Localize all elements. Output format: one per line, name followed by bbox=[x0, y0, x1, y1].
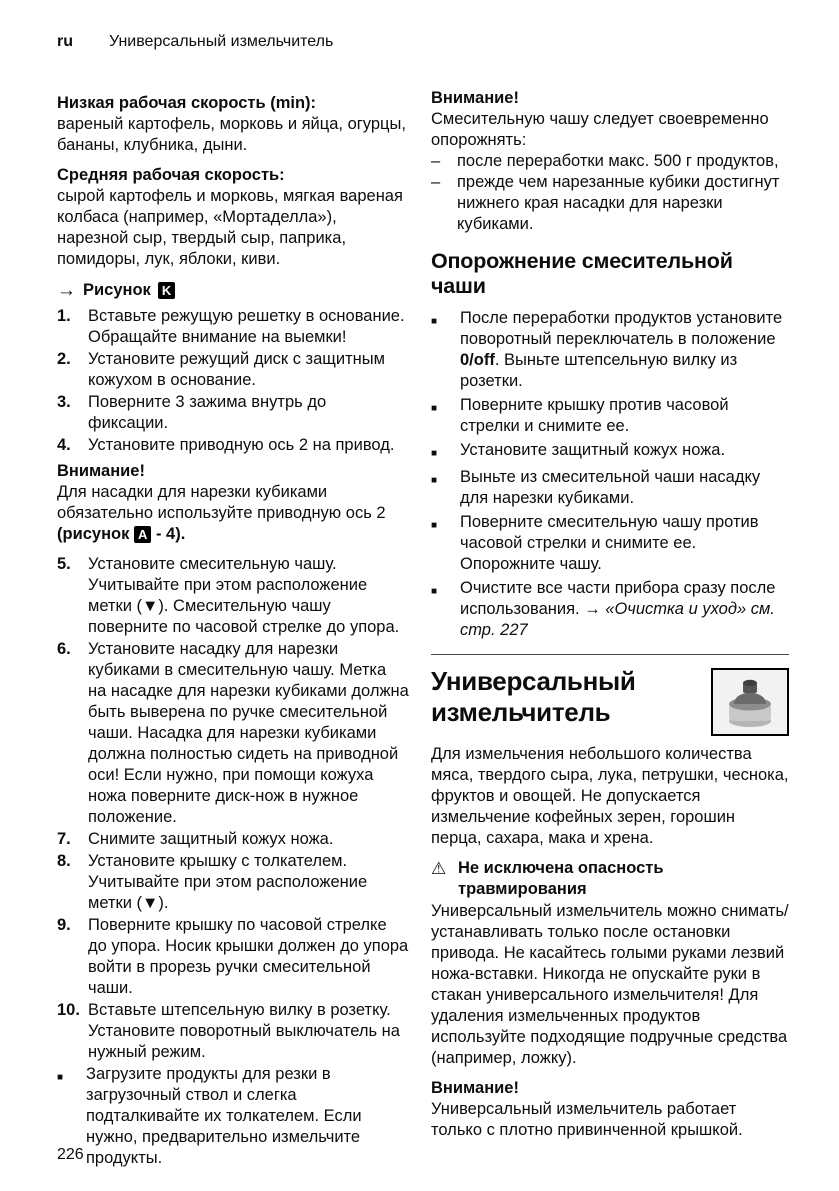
instruction-step-5 bbox=[57, 554, 409, 638]
step-number: 8. bbox=[57, 852, 71, 870]
attention-heading: Внимание! bbox=[431, 1079, 519, 1097]
chapter-title-line: измельчитель bbox=[431, 697, 611, 727]
instruction-step-4 bbox=[57, 435, 409, 456]
square-bullet-icon: ■ bbox=[431, 403, 438, 414]
bullet-text: Выньте из смесительной чаши насадку для нарезки кубиками. bbox=[460, 468, 761, 507]
attention-text: Смесительную чашу следует своевременно опорожнять: bbox=[431, 110, 769, 149]
switch-position-label: 0/off bbox=[460, 351, 495, 369]
right-column bbox=[431, 88, 789, 1150]
square-bullet-icon: ■ bbox=[431, 586, 438, 597]
chapter-head bbox=[431, 666, 789, 736]
bullet-text-plain: После переработки продуктов установите поворотный переключатель в положение bbox=[460, 309, 783, 348]
chopper-intro-text: Для измельчения небольшого количества мяса, твердого сыра, лука, петрушки, чеснока, фруктов и овощей. Не допускается измельчение кофейных зерен, горошин перца, сахара, мака и хрена. bbox=[431, 745, 789, 847]
square-bullet-icon: ■ bbox=[431, 520, 438, 531]
instruction-step-3 bbox=[57, 392, 409, 434]
emptying-bullet-4 bbox=[431, 467, 789, 509]
bullet-text-plain: Очистите все части прибора сразу после использования. bbox=[460, 579, 776, 618]
attention-text-bold: - 4). bbox=[151, 525, 186, 543]
square-bullet-icon: ■ bbox=[57, 1072, 64, 1083]
attention-text: Универсальный измельчитель работает только с плотно привинченной крышкой. bbox=[431, 1100, 743, 1139]
cross-reference: «Очистка и уход» см. стр. 227 bbox=[460, 600, 775, 639]
chapter-title-line: Универсальный bbox=[431, 666, 636, 696]
attention-heading: Внимание! bbox=[57, 462, 145, 480]
bullet-text-plain: . Выньте штепсельную вилку из розетки. bbox=[460, 351, 738, 390]
left-column bbox=[57, 88, 409, 1172]
page-number: 226 bbox=[57, 1146, 84, 1163]
attention-text bbox=[57, 482, 409, 545]
step-number: 10. bbox=[57, 1001, 80, 1019]
step-text: Поверните 3 зажима внутрь до фиксации. bbox=[88, 393, 327, 432]
dash-text: прежде чем нарезанные кубики достигнут нижнего края насадки для нарезки кубиками. bbox=[457, 173, 780, 233]
step-text: Снимите защитный кожух ножа. bbox=[88, 830, 334, 848]
instruction-step-8 bbox=[57, 851, 409, 914]
chapter-running-title: Универсальный измельчитель bbox=[109, 33, 334, 50]
page-header bbox=[57, 32, 333, 52]
chopper-section bbox=[431, 654, 789, 1141]
mid-speed-text: сырой картофель и морковь, мягкая вареная колбаса (например, «Мортаделла»), нарезной сыр, твердый сыр, паприка, помидоры, лук, яблоки, киви. bbox=[57, 187, 403, 268]
emptying-bullet-5 bbox=[431, 512, 789, 575]
figure-letter-badge: K bbox=[158, 282, 175, 299]
dash-icon: – bbox=[431, 173, 441, 191]
emptying-bullet-2 bbox=[431, 395, 789, 437]
bullet-text bbox=[460, 308, 789, 392]
bullet-text: Поверните смесительную чашу против часовой стрелки и снимите ее. Опорожните чашу. bbox=[460, 513, 759, 573]
dash-item bbox=[431, 151, 789, 172]
square-bullet-icon: ■ bbox=[431, 475, 438, 486]
step-number: 6. bbox=[57, 640, 71, 658]
step-text: Вставьте режущую решетку в основание. Обращайте внимание на выемки! bbox=[88, 307, 405, 346]
square-bullet-icon: ■ bbox=[431, 448, 438, 459]
step-number: 4. bbox=[57, 436, 71, 454]
emptying-bullet-1 bbox=[431, 308, 789, 392]
arrow-icon: → bbox=[584, 600, 601, 618]
step-text: Поверните крышку по часовой стрелке до упора. Носик крышки должен до упора войти в прорезь ручки смесительной чаши. bbox=[88, 916, 409, 997]
step-number: 1. bbox=[57, 307, 71, 325]
attention-heading: Внимание! bbox=[431, 89, 519, 107]
step-number: 5. bbox=[57, 555, 71, 573]
figure-letter-badge: A bbox=[134, 526, 151, 543]
dash-text: после переработки макс. 500 г продуктов, bbox=[457, 152, 779, 170]
emptying-bullet-3 bbox=[431, 440, 789, 464]
warning-title: Не исключена опасность травмирования bbox=[458, 859, 664, 898]
dash-icon: – bbox=[431, 152, 441, 170]
instruction-step-1 bbox=[57, 306, 409, 348]
chopper-photo bbox=[711, 668, 789, 736]
arrow-icon: → bbox=[57, 280, 76, 301]
chapter-title bbox=[431, 666, 636, 728]
instruction-step-10 bbox=[57, 1000, 409, 1063]
attention-text-bold: (рисунок bbox=[57, 525, 134, 543]
injury-warning bbox=[431, 858, 789, 900]
attention-text-plain: Для насадки для нарезки кубиками обязательно используйте приводную ось 2 bbox=[57, 483, 386, 522]
instruction-step-6 bbox=[57, 639, 409, 828]
emptying-bullet-6 bbox=[431, 578, 789, 641]
step-text: Установите смесительную чашу. Учитывайте при этом расположение метки (▼). Смесительную чашу поверните по часовой стрелке до упора. bbox=[88, 555, 400, 636]
step-text: Установите насадку для нарезки кубиками в смесительную чашу. Метка на насадке для нарезки кубиками должна быть выверена по ручке смесительной чаши. Насадка для нарезки кубиками должна полностью сидеть на приводной оси! Если нужно, при помощи кожуха ножа поверните диск-нож в нужное положение. bbox=[88, 640, 409, 826]
chopper-illustration bbox=[719, 674, 781, 730]
step-number: 7. bbox=[57, 830, 71, 848]
step-text: Вставьте штепсельную вилку в розетку. Установите поворотный выключатель на нужный режим. bbox=[88, 1001, 400, 1061]
step-number: 3. bbox=[57, 393, 71, 411]
figure-label: Рисунок bbox=[83, 281, 151, 299]
square-bullet-icon: ■ bbox=[431, 316, 438, 327]
load-products-bullet bbox=[57, 1064, 409, 1169]
instruction-step-2 bbox=[57, 349, 409, 391]
mid-speed-heading: Средняя рабочая скорость: bbox=[57, 166, 285, 184]
low-speed-heading: Низкая рабочая скорость (min): bbox=[57, 94, 317, 112]
section-title-emptying: Опорожнение смесительной чаши bbox=[431, 249, 733, 298]
bullet-text bbox=[460, 578, 789, 641]
dash-item bbox=[431, 172, 789, 235]
bullet-text: Поверните крышку против часовой стрелки и снимите ее. bbox=[460, 396, 729, 435]
step-number: 2. bbox=[57, 350, 71, 368]
step-text: Установите крышку с толкателем. Учитывайте при этом расположение метки (▼). bbox=[88, 852, 368, 912]
figure-reference bbox=[57, 280, 409, 301]
instruction-step-7 bbox=[57, 829, 409, 850]
bullet-text: Загрузите продукты для резки в загрузочный ствол и слегка подталкивайте их толкателем. Если нужно, предварительно измельчите продукты. bbox=[86, 1065, 362, 1167]
language-code: ru bbox=[57, 33, 73, 50]
bullet-text: Установите защитный кожух ножа. bbox=[460, 441, 726, 459]
step-text: Установите режущий диск с защитным кожухом в основание. bbox=[88, 350, 385, 389]
warning-triangle-icon: ⚠ bbox=[431, 859, 447, 878]
step-text: Установите приводную ось 2 на привод. bbox=[88, 436, 395, 454]
warning-text: Универсальный измельчитель можно снимать/устанавливать только после остановки привода. Не касайтесь голыми руками лезвий ножа-вставки. Никогда не опускайте руки в стакан универсального измельчителя! Для удаления измельченных продуктов используйте подходящие подручные средства (например, ложку). bbox=[431, 902, 789, 1067]
low-speed-text: вареный картофель, морковь и яйца, огурцы, бананы, клубника, дыни. bbox=[57, 115, 406, 154]
step-number: 9. bbox=[57, 916, 71, 934]
instruction-step-9 bbox=[57, 915, 409, 999]
